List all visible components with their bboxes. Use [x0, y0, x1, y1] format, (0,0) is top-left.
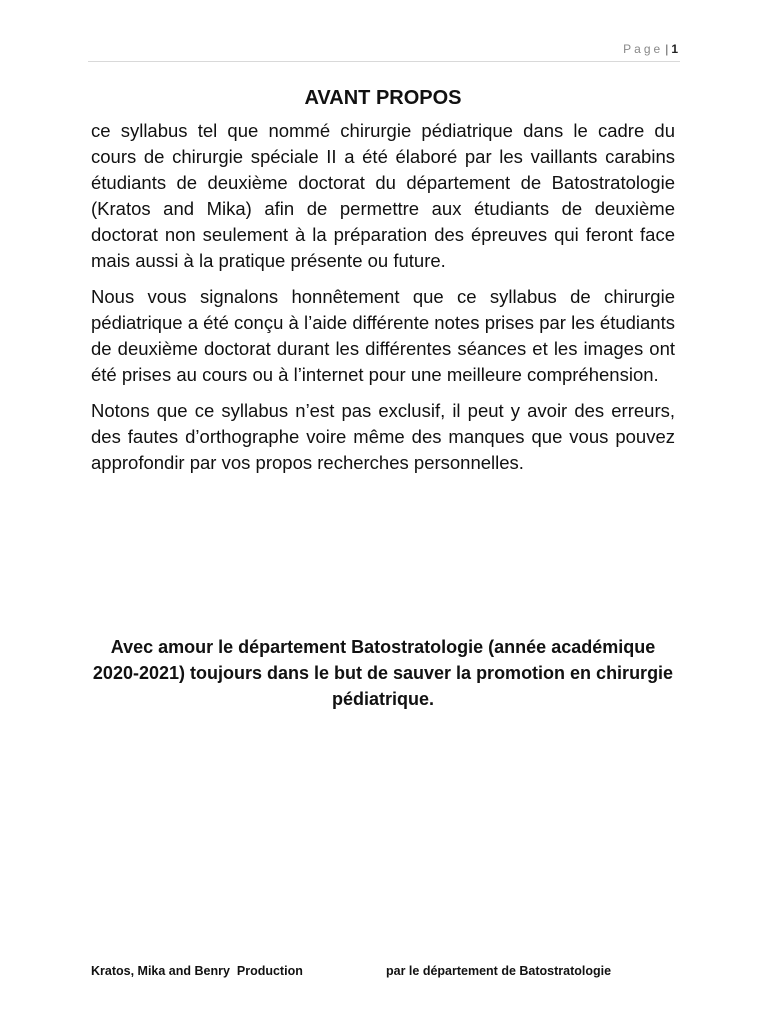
paragraph-intro: ce syllabus tel que nommé chirurgie pédiatrique dans le cadre du cours de chirurgie spéciale II a été élaboré par les vaillants carabins étudiants de deuxième doctorat du département de Batostratologie (Kratos and Mika) afin de permettre aux étudiants de deuxième doctorat non seulement à la préparation des épreuves qui feront face mais aussi à la pratique présente ou future. — [91, 120, 675, 271]
document-title: AVANT PROPOS — [304, 87, 462, 109]
header-rule — [88, 61, 680, 62]
footer-department: par le département de Batostratologie — [386, 964, 612, 978]
document-body — [91, 84, 675, 486]
page-label: Page — [623, 42, 664, 56]
paragraph-sources: Nous vous signalons honnêtement que ce syllabus de chirurgie pédiatrique a été conçu à l’aide différente notes prises par les étudiants de deuxième doctorat durant les différentes séances et les images ont été prises au cours ou à l’internet pour une meilleure compréhension. — [91, 286, 675, 385]
dedication: Avec amour le département Batostratologie (année académique 2020-2021) toujours dans le but de sauver la promotion en chirurgie pédiatrique. — [92, 637, 674, 709]
page-separator: | — [665, 42, 669, 56]
footer-production: Kratos, Mika and Benry Production — [91, 964, 303, 978]
page-number: 1 — [671, 42, 678, 56]
paragraph-disclaimer: Notons que ce syllabus n’est pas exclusif, il peut y avoir des erreurs, des fautes d’orthographe voire même des manques que vous pouvez approfondir par vos propos recherches personnelles. — [91, 400, 675, 473]
page-header — [623, 42, 678, 56]
